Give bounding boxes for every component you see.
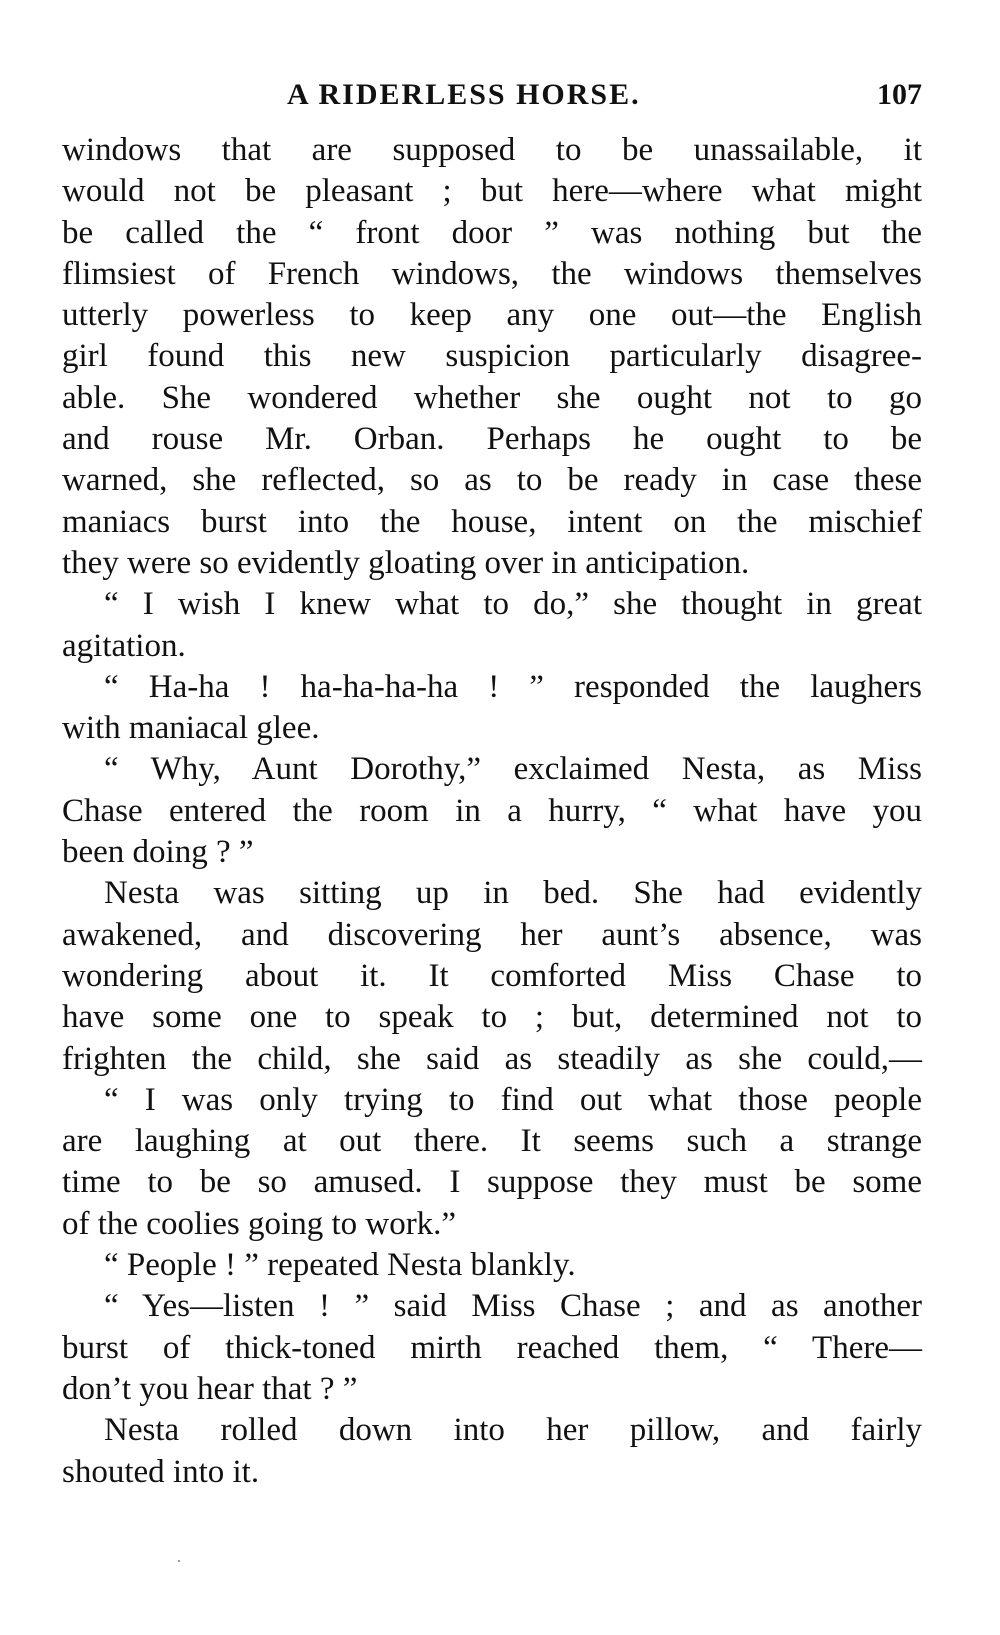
text-line: “ Ha-ha ! ha-ha-ha-ha ! ” responded the laughers (104, 668, 922, 705)
text-line: girl found this new suspicion particularly disagree- (62, 338, 922, 375)
text-line: Nesta was sitting up in bed. She had evidently (104, 875, 922, 912)
text-line: able. She wondered whether she ought not to go (62, 379, 922, 416)
running-head (62, 78, 922, 130)
text-line: wondering about it. It comforted Miss Chase to (62, 957, 922, 994)
text-line: of the coolies going to work.” (62, 1205, 457, 1242)
text-line: frighten the child, she said as steadily as she could,— (62, 1040, 922, 1077)
text-line: utterly powerless to keep any one out—the English (62, 297, 922, 334)
text-line: agitation. (62, 627, 186, 664)
text-line: have some one to speak to ; but, determined not to (62, 999, 922, 1036)
text-line: maniacs burst into the house, intent on the mischief (62, 503, 922, 540)
text-line: “ I wish I knew what to do,” she thought in great (104, 586, 922, 623)
page-number: 107 (877, 78, 922, 111)
text-line: don’t you hear that ? ” (62, 1370, 358, 1407)
book-page (62, 78, 922, 1493)
text-line: awakened, and discovering her aunt’s absence, was (62, 916, 922, 953)
text-line: been doing ? ” (62, 834, 254, 871)
text-line: flimsiest of French windows, the windows themselves (62, 255, 922, 292)
text-line: “ Why, Aunt Dorothy,” exclaimed Nesta, as Miss (104, 751, 922, 788)
text-line: with maniacal glee. (62, 710, 320, 747)
text-line: are laughing at out there. It seems such a strange (62, 1123, 922, 1160)
text-line: and rouse Mr. Orban. Perhaps he ought to be (62, 421, 922, 458)
text-line: “ I was only trying to find out what those people (104, 1081, 922, 1118)
text-line: Chase entered the room in a hurry, “ what have you (62, 792, 922, 829)
running-title: A RIDERLESS HORSE. (287, 78, 641, 111)
text-line: “ Yes—listen ! ” said Miss Chase ; and as another (104, 1288, 922, 1325)
text-line: “ People ! ” repeated Nesta blankly. (104, 1247, 576, 1284)
text-line: windows that are supposed to be unassailable, it (62, 132, 922, 168)
text-line: time to be so amused. I suppose they must be some (62, 1164, 922, 1201)
text-line: warned, she reflected, so as to be ready in case these (62, 462, 922, 499)
text-line: they were so evidently gloating over in anticipation. (62, 544, 750, 581)
print-speck (178, 1560, 180, 1562)
text-line: burst of thick-toned mirth reached them, “ There— (62, 1329, 922, 1366)
text-line: would not be pleasant ; but here—where what might (62, 173, 922, 210)
body-text (62, 130, 922, 1493)
text-line: Nesta rolled down into her pillow, and fairly (104, 1412, 922, 1449)
text-line: be called the “ front door ” was nothing but the (62, 214, 922, 251)
text-line: shouted into it. (62, 1453, 260, 1490)
